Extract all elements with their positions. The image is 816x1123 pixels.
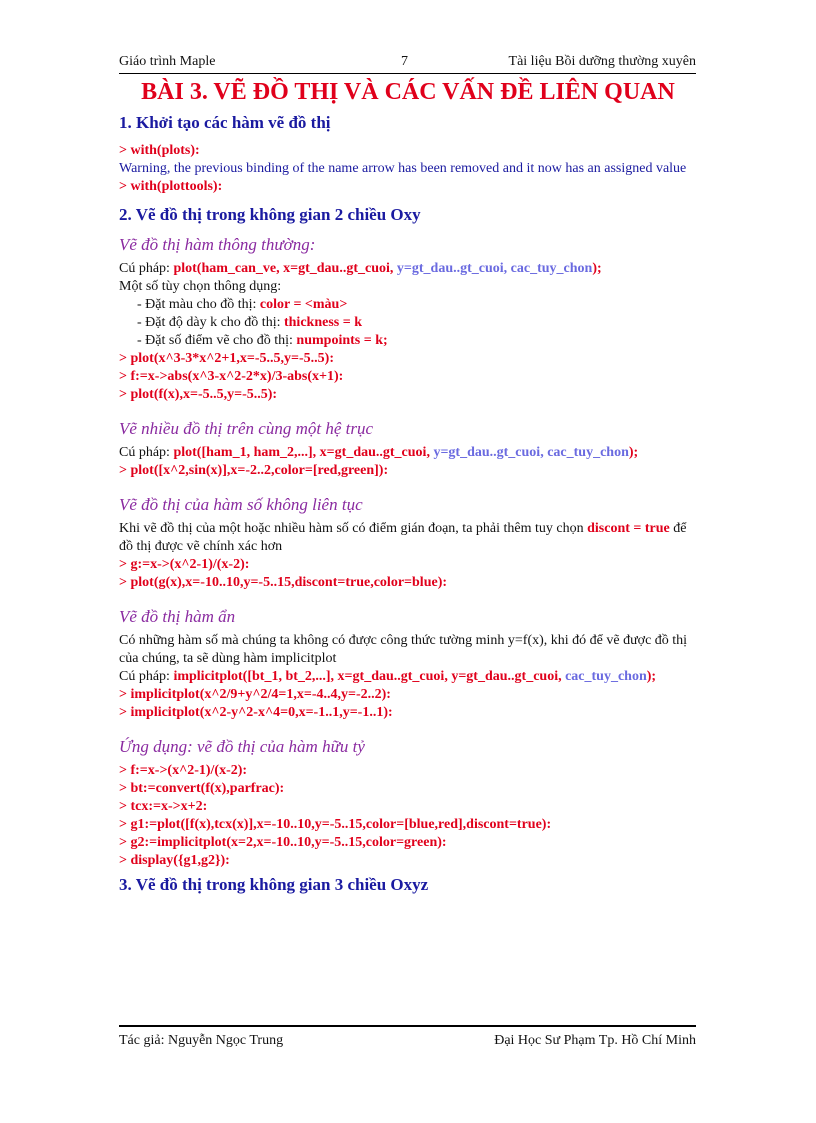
option-item bbox=[137, 314, 697, 332]
option-code: thickness = k bbox=[283, 315, 362, 330]
syntax-code: plot(ham_can_ve, x=gt_dau..gt_cuoi bbox=[173, 261, 390, 276]
description: Có những hàm số mà chúng ta không có được công thức tường minh y=f(x), khi đó để vẽ được đồ thị của chúng, ta sẽ dùng hàm implicitplot bbox=[119, 633, 688, 666]
option-code: color = <màu> bbox=[259, 297, 348, 312]
maple-command: > g1:=plot([f(x),tcx(x)],x=-10..10,y=-5..15,color=[blue,red],discont=true): bbox=[119, 817, 552, 832]
description-text: Khi vẽ đồ thị của một hoặc nhiều hàm số có điểm gián đoạn, ta phải thêm tuy chọn bbox=[119, 521, 588, 536]
subsection-heading: Vẽ đồ thị hàm ẩn bbox=[119, 607, 236, 626]
syntax-label: Cú pháp: bbox=[119, 445, 174, 460]
description bbox=[119, 520, 697, 556]
maple-command: > bt:=convert(f(x),parfrac): bbox=[119, 781, 285, 796]
maple-command: > plot(g(x),x=-10..10,y=-5..15,discont=true,color=blue): bbox=[119, 575, 448, 590]
syntax-label: Cú pháp: bbox=[119, 261, 174, 276]
subsection-heading: Ứng dụng: vẽ đồ thị của hàm hữu tỷ bbox=[119, 737, 365, 756]
syntax-end: ); bbox=[592, 261, 602, 276]
header-rule bbox=[119, 73, 696, 74]
header-series-title: Tài liệu Bồi dưỡng thường xuyên bbox=[508, 54, 696, 69]
options-intro: Một số tùy chọn thông dụng: bbox=[119, 279, 282, 294]
page-body bbox=[119, 76, 697, 904]
section-3-heading: 3. Vẽ đồ thị trong không gian 3 chiều Oxyz bbox=[119, 875, 429, 894]
maple-command: > tcx:=x->x+2: bbox=[119, 799, 208, 814]
header-book-title: Giáo trình Maple bbox=[119, 54, 216, 69]
option-text: - Đặt màu cho đồ thị: bbox=[137, 297, 260, 312]
maple-command: > plot(x^3-3*x^2+1,x=-5..5,y=-5..5): bbox=[119, 351, 334, 366]
syntax-end: ); bbox=[646, 669, 657, 684]
syntax-line bbox=[119, 668, 697, 686]
options-list bbox=[119, 296, 697, 350]
description-code: discont = true bbox=[587, 521, 670, 536]
page-header bbox=[119, 52, 696, 72]
footer-rule bbox=[119, 1025, 696, 1027]
footer-author: Tác giả: Nguyễn Ngọc Trung bbox=[119, 1033, 284, 1048]
maple-command: > implicitplot(x^2/9+y^2/4=1,x=-4..4,y=-2..2): bbox=[119, 687, 391, 702]
subsection-heading: Vẽ đồ thị hàm thông thường: bbox=[119, 235, 316, 254]
page-footer bbox=[119, 1031, 696, 1051]
maple-command: > with(plots): bbox=[119, 143, 200, 158]
syntax-label: Cú pháp: bbox=[119, 669, 174, 684]
syntax-optional: cac_tuy_chon bbox=[565, 669, 647, 684]
description-text: để đồ thị được vẽ chính xác hơn bbox=[119, 521, 687, 554]
footer-institution: Đại Học Sư Phạm Tp. Hồ Chí Minh bbox=[494, 1033, 696, 1048]
section-2-heading: 2. Vẽ đồ thị trong không gian 2 chiều Oxy bbox=[119, 205, 421, 224]
page-number: 7 bbox=[401, 54, 408, 69]
subsection-heading: Vẽ đồ thị của hàm số không liên tục bbox=[119, 495, 363, 514]
option-text: - Đặt độ dày k cho đồ thị: bbox=[137, 315, 284, 330]
syntax-end: ); bbox=[628, 445, 639, 460]
maple-command: > implicitplot(x^2-y^2-x^4=0,x=-1..1,y=-1..1): bbox=[119, 705, 393, 720]
section-1-heading: 1. Khởi tạo các hàm vẽ đồ thị bbox=[119, 113, 331, 132]
subsection-heading: Vẽ nhiều đồ thị trên cùng một hệ trục bbox=[119, 419, 374, 438]
maple-command: > display({g1,g2}): bbox=[119, 853, 230, 868]
maple-command: > with(plottools): bbox=[119, 179, 223, 194]
maple-command: > plot([x^2,sin(x)],x=-2..2,color=[red,green]): bbox=[119, 463, 389, 478]
syntax-separator: , bbox=[426, 445, 434, 460]
maple-command: > f:=x->abs(x^3-x^2-2*x)/3-abs(x+1): bbox=[119, 369, 344, 384]
option-item bbox=[137, 332, 697, 350]
syntax-code: implicitplot([bt_1, bt_2,...], x=gt_dau..gt_cuoi, y=gt_dau..gt_cuoi bbox=[173, 669, 559, 684]
maple-command: > g:=x->(x^2-1)/(x-2): bbox=[119, 557, 250, 572]
maple-command: > plot(f(x),x=-5..5,y=-5..5): bbox=[119, 387, 278, 402]
maple-command: > g2:=implicitplot(x=2,x=-10..10,y=-5..15,color=green): bbox=[119, 835, 447, 850]
syntax-line bbox=[119, 260, 697, 278]
option-item bbox=[137, 296, 697, 314]
syntax-optional: y=gt_dau..gt_cuoi, cac_tuy_chon bbox=[433, 445, 629, 460]
syntax-optional: y=gt_dau..gt_cuoi, cac_tuy_chon bbox=[396, 261, 593, 276]
option-text: - Đặt số điểm vẽ cho đồ thị: bbox=[137, 333, 297, 348]
syntax-code: plot([ham_1, ham_2,...], x=gt_dau..gt_cuoi bbox=[173, 445, 427, 460]
maple-command: > f:=x->(x^2-1)/(x-2): bbox=[119, 763, 248, 778]
option-code: numpoints = k; bbox=[296, 333, 388, 348]
syntax-separator: , bbox=[558, 669, 566, 684]
syntax-line bbox=[119, 444, 697, 462]
maple-warning: Warning, the previous binding of the name arrow has been removed and it now has an assigned value bbox=[119, 161, 687, 176]
lesson-title: BÀI 3. VẼ ĐỒ THỊ VÀ CÁC VẤN ĐỀ LIÊN QUAN bbox=[141, 79, 675, 105]
syntax-separator: , bbox=[389, 261, 397, 276]
